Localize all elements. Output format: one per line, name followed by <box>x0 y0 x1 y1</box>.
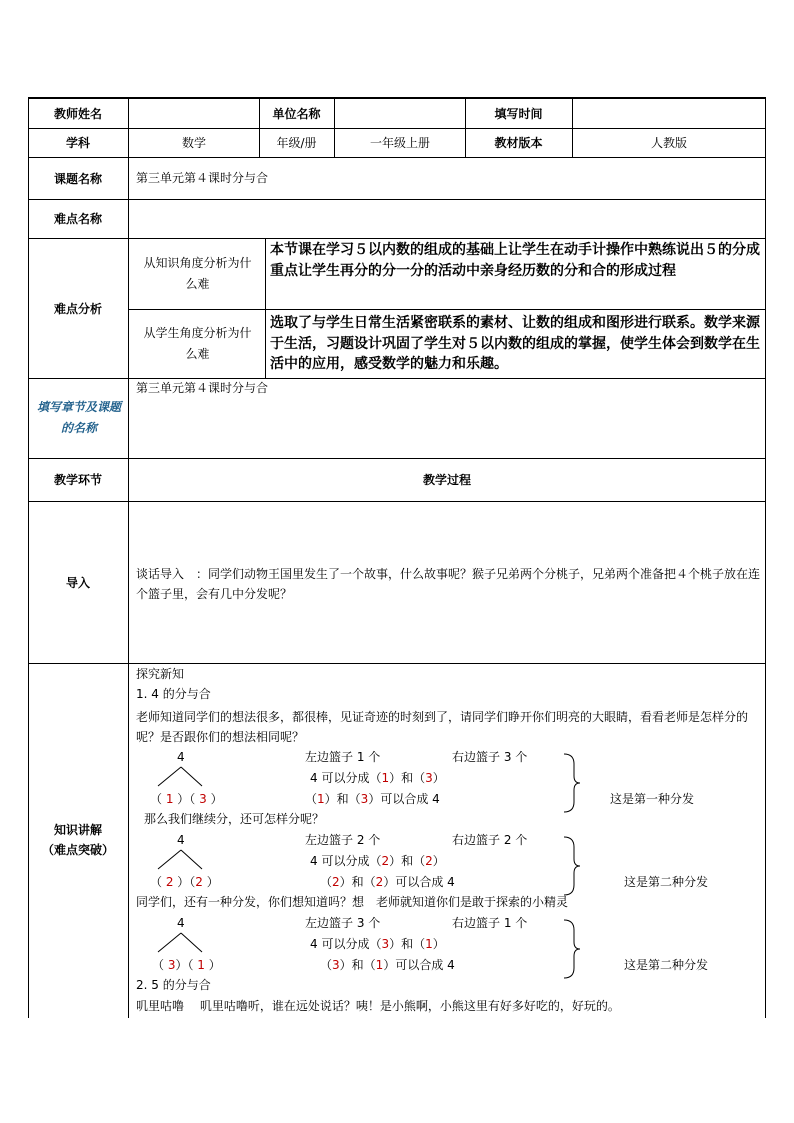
group3-split: 4 可以分成（3）和（1） <box>310 937 445 951</box>
teacher-name-value <box>129 98 259 128</box>
subject-value: 数学 <box>181 136 206 150</box>
group3-leaves: （ 3）（ 1 ） <box>152 958 221 972</box>
grade-value: 一年级上册 <box>369 136 430 150</box>
group3-top: 4 <box>177 916 185 930</box>
group1-right-basket: 右边篮子 3 个 <box>452 750 528 764</box>
group1-top: 4 <box>177 750 185 764</box>
group2-method: 这是第二种分发 <box>624 875 709 889</box>
group1-brace <box>562 752 582 814</box>
student-angle-text: 选取了与学生日常生活紧密联系的素材、让数的组成和图形进行联系。数学来源于生活，习题设计巩固了学生对５以内数的组成的掌握，使学生体会到数学在生活中的应用，感受数学的魅力和乐趣。 <box>270 315 760 372</box>
intro-text: 谈话导入 ：同学们动物王国里发生了一个故事，什么故事呢？猴子兄弟两个分桃子，兄弟两个准备把４个桃子放在连个篮子里，会有几中分发呢？ <box>136 567 761 601</box>
group2-brace <box>562 835 582 897</box>
group3-tree-lines <box>150 932 210 954</box>
group1-combine: （1）和（3）可以合成 4 <box>305 792 440 806</box>
topic-value: 第三单元第４课时分与合 <box>136 171 269 185</box>
difficulty-label: 难点名称 <box>53 212 102 226</box>
knowledge-title: 探究新知 <box>136 667 185 681</box>
knowledge-label <box>28 820 128 860</box>
teaching-step-label: 教学环节 <box>53 473 102 487</box>
group1-tree-lines <box>150 766 210 788</box>
chapter-label: 填写章节及课题的名称 <box>36 400 121 435</box>
knowledge-angle-label: 从知识角度分析为什么难 <box>143 256 252 291</box>
group2-combine: （2）和（2）可以合成 4 <box>320 875 455 889</box>
group2-right-basket: 右边篮子 2 个 <box>452 833 528 847</box>
group1-method: 这是第一种分发 <box>610 792 695 806</box>
group2-leaves: （ 2 ）（2 ） <box>150 875 219 889</box>
teaching-process-label: 教学过程 <box>422 473 471 487</box>
fill-time-value <box>573 98 765 128</box>
knowledge-between1: 那么我们继续分，还可怎样分呢？ <box>144 812 325 826</box>
knowledge-sub1: 1. 4 的分与合 <box>136 687 211 701</box>
knowledge-sub2: 2. 5 的分与合 <box>136 978 211 992</box>
knowledge-label-line1: 知识讲解 <box>53 823 102 837</box>
unit-name-value <box>335 98 465 128</box>
fill-time-label: 填写时间 <box>494 106 543 121</box>
chapter-value: 第三单元第４课时分与合 <box>136 381 269 395</box>
textbook-value: 人教版 <box>650 136 687 150</box>
group2-split: 4 可以分成（2）和（2） <box>310 854 445 868</box>
group3-brace <box>562 918 582 980</box>
group2-top: 4 <box>177 833 185 847</box>
group1-leaves: （ 1 ）（ 3 ） <box>150 792 223 806</box>
group3-method: 这是第二种分发 <box>624 958 709 972</box>
student-angle-label: 从学生角度分析为什么难 <box>143 325 252 361</box>
unit-name-label: 单位名称 <box>272 106 321 121</box>
group1-left-basket: 左边篮子 1 个 <box>305 750 381 764</box>
analysis-label: 难点分析 <box>53 301 102 316</box>
knowledge-para1: 老师知道同学们的想法很多，都很棒，见证奇迹的时刻到了，请同学们睁开你们明亮的大眼睛，看看老师是怎样分的呢？是否跟你们的想法相同呢？ <box>136 710 749 744</box>
group2-tree-lines <box>150 849 210 871</box>
group1-split: 4 可以分成（1）和（3） <box>310 771 445 785</box>
group2-left-basket: 左边篮子 2 个 <box>305 833 381 847</box>
group3-left-basket: 左边篮子 3 个 <box>305 916 381 930</box>
knowledge-last: 叽里咕噜 叽里咕噜听，谁在远处说话？咦！是小熊啊，小熊这里有好多好吃的，好玩的。 <box>136 999 620 1013</box>
topic-label: 课题名称 <box>53 171 102 186</box>
knowledge-label-line2: （难点突破） <box>41 843 114 857</box>
knowledge-angle-text: 本节课在学习５以内数的组成的基础上让学生在动手计操作中熟练说出５的分成重点让学生再分的分一分的活动中亲身经历数的分和合的形成过程 <box>270 242 760 279</box>
textbook-label: 教材版本 <box>494 136 543 150</box>
subject-label: 学科 <box>65 136 90 150</box>
group3-combine: （3）和（1）可以合成 4 <box>320 958 455 972</box>
intro-label: 导入 <box>65 575 90 590</box>
group3-right-basket: 右边篮子 1 个 <box>452 916 528 930</box>
knowledge-between2: 同学们，还有一种分发，你们想知道吗？想 老师就知道你们是敢于探索的小精灵 <box>136 895 569 909</box>
teacher-name-label: 教师姓名 <box>53 106 102 121</box>
grade-label: 年级/册 <box>276 136 317 150</box>
